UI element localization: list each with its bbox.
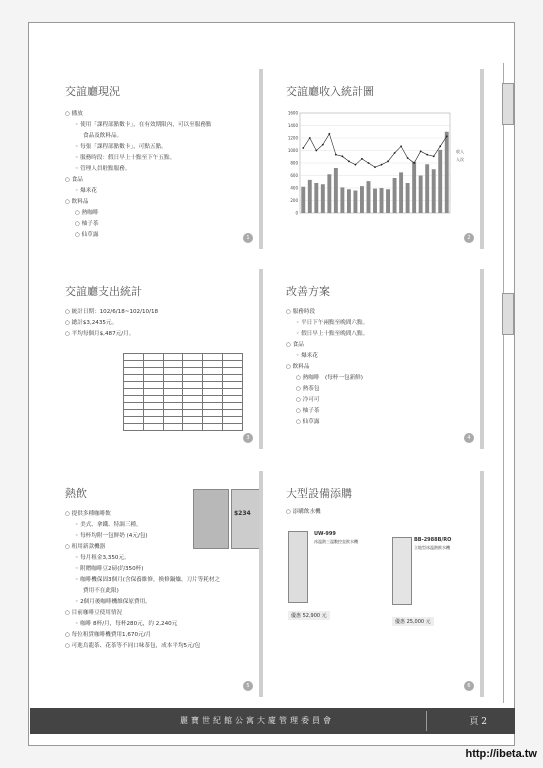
- table-cell: [223, 354, 243, 361]
- table-cell: [124, 403, 144, 410]
- bullet-item: ○ 柚子茶: [296, 408, 320, 414]
- table-cell: [223, 417, 243, 424]
- bullet-item: ◦ 爆米花: [75, 188, 97, 194]
- table-cell: [223, 396, 243, 403]
- income-chart: [280, 107, 480, 227]
- table-cell: [203, 375, 223, 382]
- y-tick-label: 200: [290, 198, 298, 203]
- bullet-item: ◦ 服務時段：假日早上十點至下午五點。: [75, 155, 176, 161]
- bullet-item: ○ 柚子茶: [75, 221, 99, 227]
- expense-table: [123, 353, 243, 431]
- watermark: http://ibeta.tw: [465, 748, 537, 760]
- bullet-item: ○ 熱咖啡: [75, 210, 99, 216]
- y-tick-label: 600: [290, 173, 298, 178]
- table-cell: [203, 396, 223, 403]
- bullet-item: ○ 飲料品: [65, 199, 89, 205]
- table-cell: [124, 368, 144, 375]
- slide-number: 5: [243, 681, 253, 691]
- table-cell: [124, 396, 144, 403]
- table-cell: [163, 368, 183, 375]
- footer-title: 麗寶世紀館公寓大廈管理委員會: [180, 716, 334, 725]
- table-cell: [183, 396, 203, 403]
- table-row: [124, 396, 243, 403]
- table-cell: [143, 389, 163, 396]
- table-cell: [223, 375, 243, 382]
- table-row: [124, 417, 243, 424]
- bullet-item: ○ 食品: [286, 342, 304, 348]
- right-desc: 立地型冰溫熱飲水機: [414, 545, 450, 550]
- price-tag: $234: [234, 510, 251, 517]
- bullet-item: ◦ 每月租金3,350元。: [75, 555, 130, 561]
- table-cell: [183, 410, 203, 417]
- y-tick-label: 800: [290, 160, 298, 166]
- left-price: 優惠 52,900 元: [288, 611, 330, 620]
- right-price: 優惠 25,000 元: [392, 617, 434, 626]
- table-cell: [124, 354, 144, 361]
- bullet-item: ○ 播放: [65, 111, 83, 117]
- bar: [353, 191, 357, 214]
- slide-equipment-purchase: [274, 471, 484, 697]
- table-cell: [203, 354, 223, 361]
- bar: [419, 176, 423, 214]
- table-cell: [203, 410, 223, 417]
- table-cell: [124, 389, 144, 396]
- slide-income-chart: [274, 69, 484, 249]
- bar: [301, 187, 305, 213]
- slide-lounge-expenses: [53, 269, 263, 449]
- bullet-item: ○ 統計日期：102/6/18~102/10/18: [65, 309, 159, 315]
- bar: [327, 174, 331, 213]
- footer-divider: [426, 711, 427, 731]
- table-cell: [163, 417, 183, 424]
- binding-edge: [503, 63, 514, 703]
- table-cell: [223, 403, 243, 410]
- table-cell: [223, 410, 243, 417]
- table-cell: [124, 410, 144, 417]
- table-cell: [143, 375, 163, 382]
- bullet-item: ○ 目前咖啡豆使用情況: [65, 610, 123, 616]
- table-cell: [183, 424, 203, 431]
- legend-entry: 人次: [456, 157, 464, 162]
- bullet-item: ○ 每位租賃咖啡機費用1,670元/月: [65, 632, 152, 638]
- table-cell: [143, 403, 163, 410]
- slide-title: 交誼廳現況: [65, 85, 120, 98]
- table-cell: [163, 396, 183, 403]
- table-cell: [223, 389, 243, 396]
- slide-improvement-plan: [274, 269, 484, 449]
- bullet-item: ◦ 2個月後咖啡機維保原費用。: [75, 599, 151, 605]
- coffee-machine-photo: [193, 489, 229, 549]
- bullet-item: ○ 仙草露: [296, 419, 320, 425]
- table-row: [124, 410, 243, 417]
- table-cell: [203, 417, 223, 424]
- bullet-item: ○ 平均每個月$,487元/月。: [65, 331, 135, 337]
- bar: [340, 187, 344, 213]
- bullet-item: ○ 租用新款機器: [65, 544, 106, 550]
- table-row: [124, 354, 243, 361]
- table-cell: [203, 389, 223, 396]
- table-row: [124, 368, 243, 375]
- table-cell: [163, 375, 183, 382]
- bullet-item: ○ 冷可可: [296, 397, 320, 403]
- bullet-list: [53, 109, 259, 241]
- table-cell: [143, 382, 163, 389]
- y-tick-label: 1200: [287, 135, 298, 141]
- bullet-list: [274, 507, 480, 518]
- table-cell: [203, 361, 223, 368]
- footer-page-number: 頁 2: [469, 717, 487, 727]
- bullet-item: ○ 總計$3,2435元。: [65, 320, 118, 326]
- bullet-item: 食品及飲料品。: [83, 133, 123, 139]
- y-tick-label: 400: [290, 185, 298, 191]
- table-cell: [143, 361, 163, 368]
- table-cell: [183, 375, 203, 382]
- bullet-item: ○ 熱茶包: [296, 386, 320, 392]
- bar: [367, 181, 371, 213]
- slide-title: 交誼廳收入統計圖: [286, 85, 374, 98]
- table-cell: [124, 424, 144, 431]
- table-row: [124, 361, 243, 368]
- right-model: BB-2988B/RO: [414, 537, 452, 543]
- bullet-item: ◦ 管理人員駐點服務。: [75, 166, 131, 172]
- bullet-item: ○ 仙草露: [75, 232, 99, 238]
- bar: [412, 162, 416, 213]
- slide-title: 交誼廳支出統計: [65, 285, 142, 298]
- bullet-item: ○ 提供多種咖啡飲: [65, 511, 111, 517]
- bar: [360, 186, 364, 213]
- bullet-item: ◦ 爆米花: [296, 353, 318, 359]
- table-cell: [163, 382, 183, 389]
- y-tick-label: 1400: [287, 123, 298, 128]
- table-cell: [124, 375, 144, 382]
- table-cell: [143, 368, 163, 375]
- bar: [308, 180, 312, 213]
- slide-hot-drinks: [53, 471, 263, 697]
- table-cell: [143, 424, 163, 431]
- bullet-item: ◦ 咖啡機保固3個月(含保養維修，換修鍋爐、刀片等耗材之: [75, 577, 221, 583]
- bar: [432, 169, 436, 213]
- table-cell: [183, 417, 203, 424]
- table-cell: [163, 361, 183, 368]
- table-cell: [203, 424, 223, 431]
- table-cell: [143, 410, 163, 417]
- table-cell: [163, 403, 183, 410]
- table-cell: [223, 368, 243, 375]
- table-cell: [124, 417, 144, 424]
- bullet-item: ○ 食品: [65, 177, 83, 183]
- bar: [314, 183, 318, 213]
- table-cell: [143, 354, 163, 361]
- slide-title: 改善方案: [286, 285, 330, 298]
- y-tick-label: 0: [295, 210, 298, 216]
- y-tick-label: 1600: [287, 110, 298, 116]
- bar: [445, 132, 449, 213]
- table-cell: [163, 389, 183, 396]
- bullet-item: ○ 可進烏龍茶、花茶等不同口味茶包，成本平均5元/包: [65, 643, 201, 649]
- table-cell: [203, 403, 223, 410]
- bar: [334, 168, 338, 213]
- bullet-item: ○ 添購飲水機: [286, 509, 321, 515]
- left-desc: 冰溫熱三溫數控直飲水機: [314, 539, 358, 544]
- binding-tab: [502, 293, 514, 335]
- document-page: [28, 22, 515, 746]
- slide-number: 6: [464, 681, 474, 691]
- slide-title: 熱飲: [65, 487, 87, 500]
- bullet-item: ○ 服務時段: [286, 309, 316, 315]
- bullet-item: ◦ 附贈咖啡豆2磅(約350杯): [75, 566, 144, 572]
- water-dispenser-left: [288, 531, 308, 603]
- slide-number: 4: [464, 433, 474, 443]
- bar: [347, 189, 351, 213]
- table-cell: [203, 382, 223, 389]
- left-model: UW-999: [314, 531, 336, 537]
- table-cell: [223, 424, 243, 431]
- bullet-list: [53, 307, 259, 340]
- table-cell: [163, 424, 183, 431]
- table-row: [124, 403, 243, 410]
- table-cell: [163, 410, 183, 417]
- table-cell: [143, 417, 163, 424]
- binding-tab: [502, 83, 514, 125]
- bullet-item: ◦ 使用「課程部點數卡」，在有效期限內，可以至服務點: [75, 122, 212, 128]
- bullet-list: [274, 307, 480, 428]
- bar: [399, 172, 403, 213]
- slide-title: 大型設備添購: [286, 487, 352, 500]
- bullet-item: ◦ 每張「課程部點數卡」，可點五點。: [75, 144, 167, 150]
- table-cell: [183, 382, 203, 389]
- bar: [380, 188, 384, 213]
- bar: [393, 178, 397, 213]
- bullet-item: ◦ 假日早上十點至晚間八點。: [296, 331, 369, 337]
- bar: [373, 189, 377, 213]
- table-row: [124, 424, 243, 431]
- table-cell: [183, 361, 203, 368]
- table-cell: [223, 382, 243, 389]
- bar: [321, 184, 325, 213]
- bar: [386, 189, 390, 213]
- table-cell: [183, 403, 203, 410]
- bullet-item: ◦ 每杯均附一包鮮奶 (4元/包): [75, 533, 148, 539]
- bar: [425, 164, 429, 213]
- table-cell: [203, 368, 223, 375]
- bullet-item: 費用不在此限): [83, 588, 119, 594]
- slide-number: 1: [243, 233, 253, 243]
- bullet-item: ○ 熱咖啡 (每杯一包新鮮): [296, 375, 363, 381]
- slide-number: 3: [243, 433, 253, 443]
- table-row: [124, 389, 243, 396]
- water-dispenser-right: [392, 537, 412, 605]
- bar: [438, 150, 442, 213]
- table-cell: [223, 361, 243, 368]
- bullet-item: ◦ 平日下午兩點至晚間六點。: [296, 320, 369, 326]
- slide-number: 2: [464, 233, 474, 243]
- table-cell: [124, 361, 144, 368]
- bullet-item: ◦ 美式、拿鐵、特調三種。: [75, 522, 142, 528]
- bullet-item: ◦ 咖啡 8杯/月，每杯280元，約 2,240元: [75, 621, 178, 627]
- coffee-package-photo: [231, 489, 263, 549]
- table-row: [124, 375, 243, 382]
- table-cell: [183, 368, 203, 375]
- table-row: [124, 382, 243, 389]
- slide-lounge-status: [53, 69, 263, 249]
- bullet-item: ○ 飲料品: [286, 364, 310, 370]
- bar: [406, 183, 410, 213]
- page-footer: [30, 708, 515, 734]
- y-tick-label: 1000: [287, 148, 298, 153]
- table-cell: [183, 354, 203, 361]
- legend-entry: 收入: [456, 149, 464, 154]
- table-cell: [143, 396, 163, 403]
- table-cell: [183, 389, 203, 396]
- table-cell: [124, 382, 144, 389]
- table-cell: [163, 354, 183, 361]
